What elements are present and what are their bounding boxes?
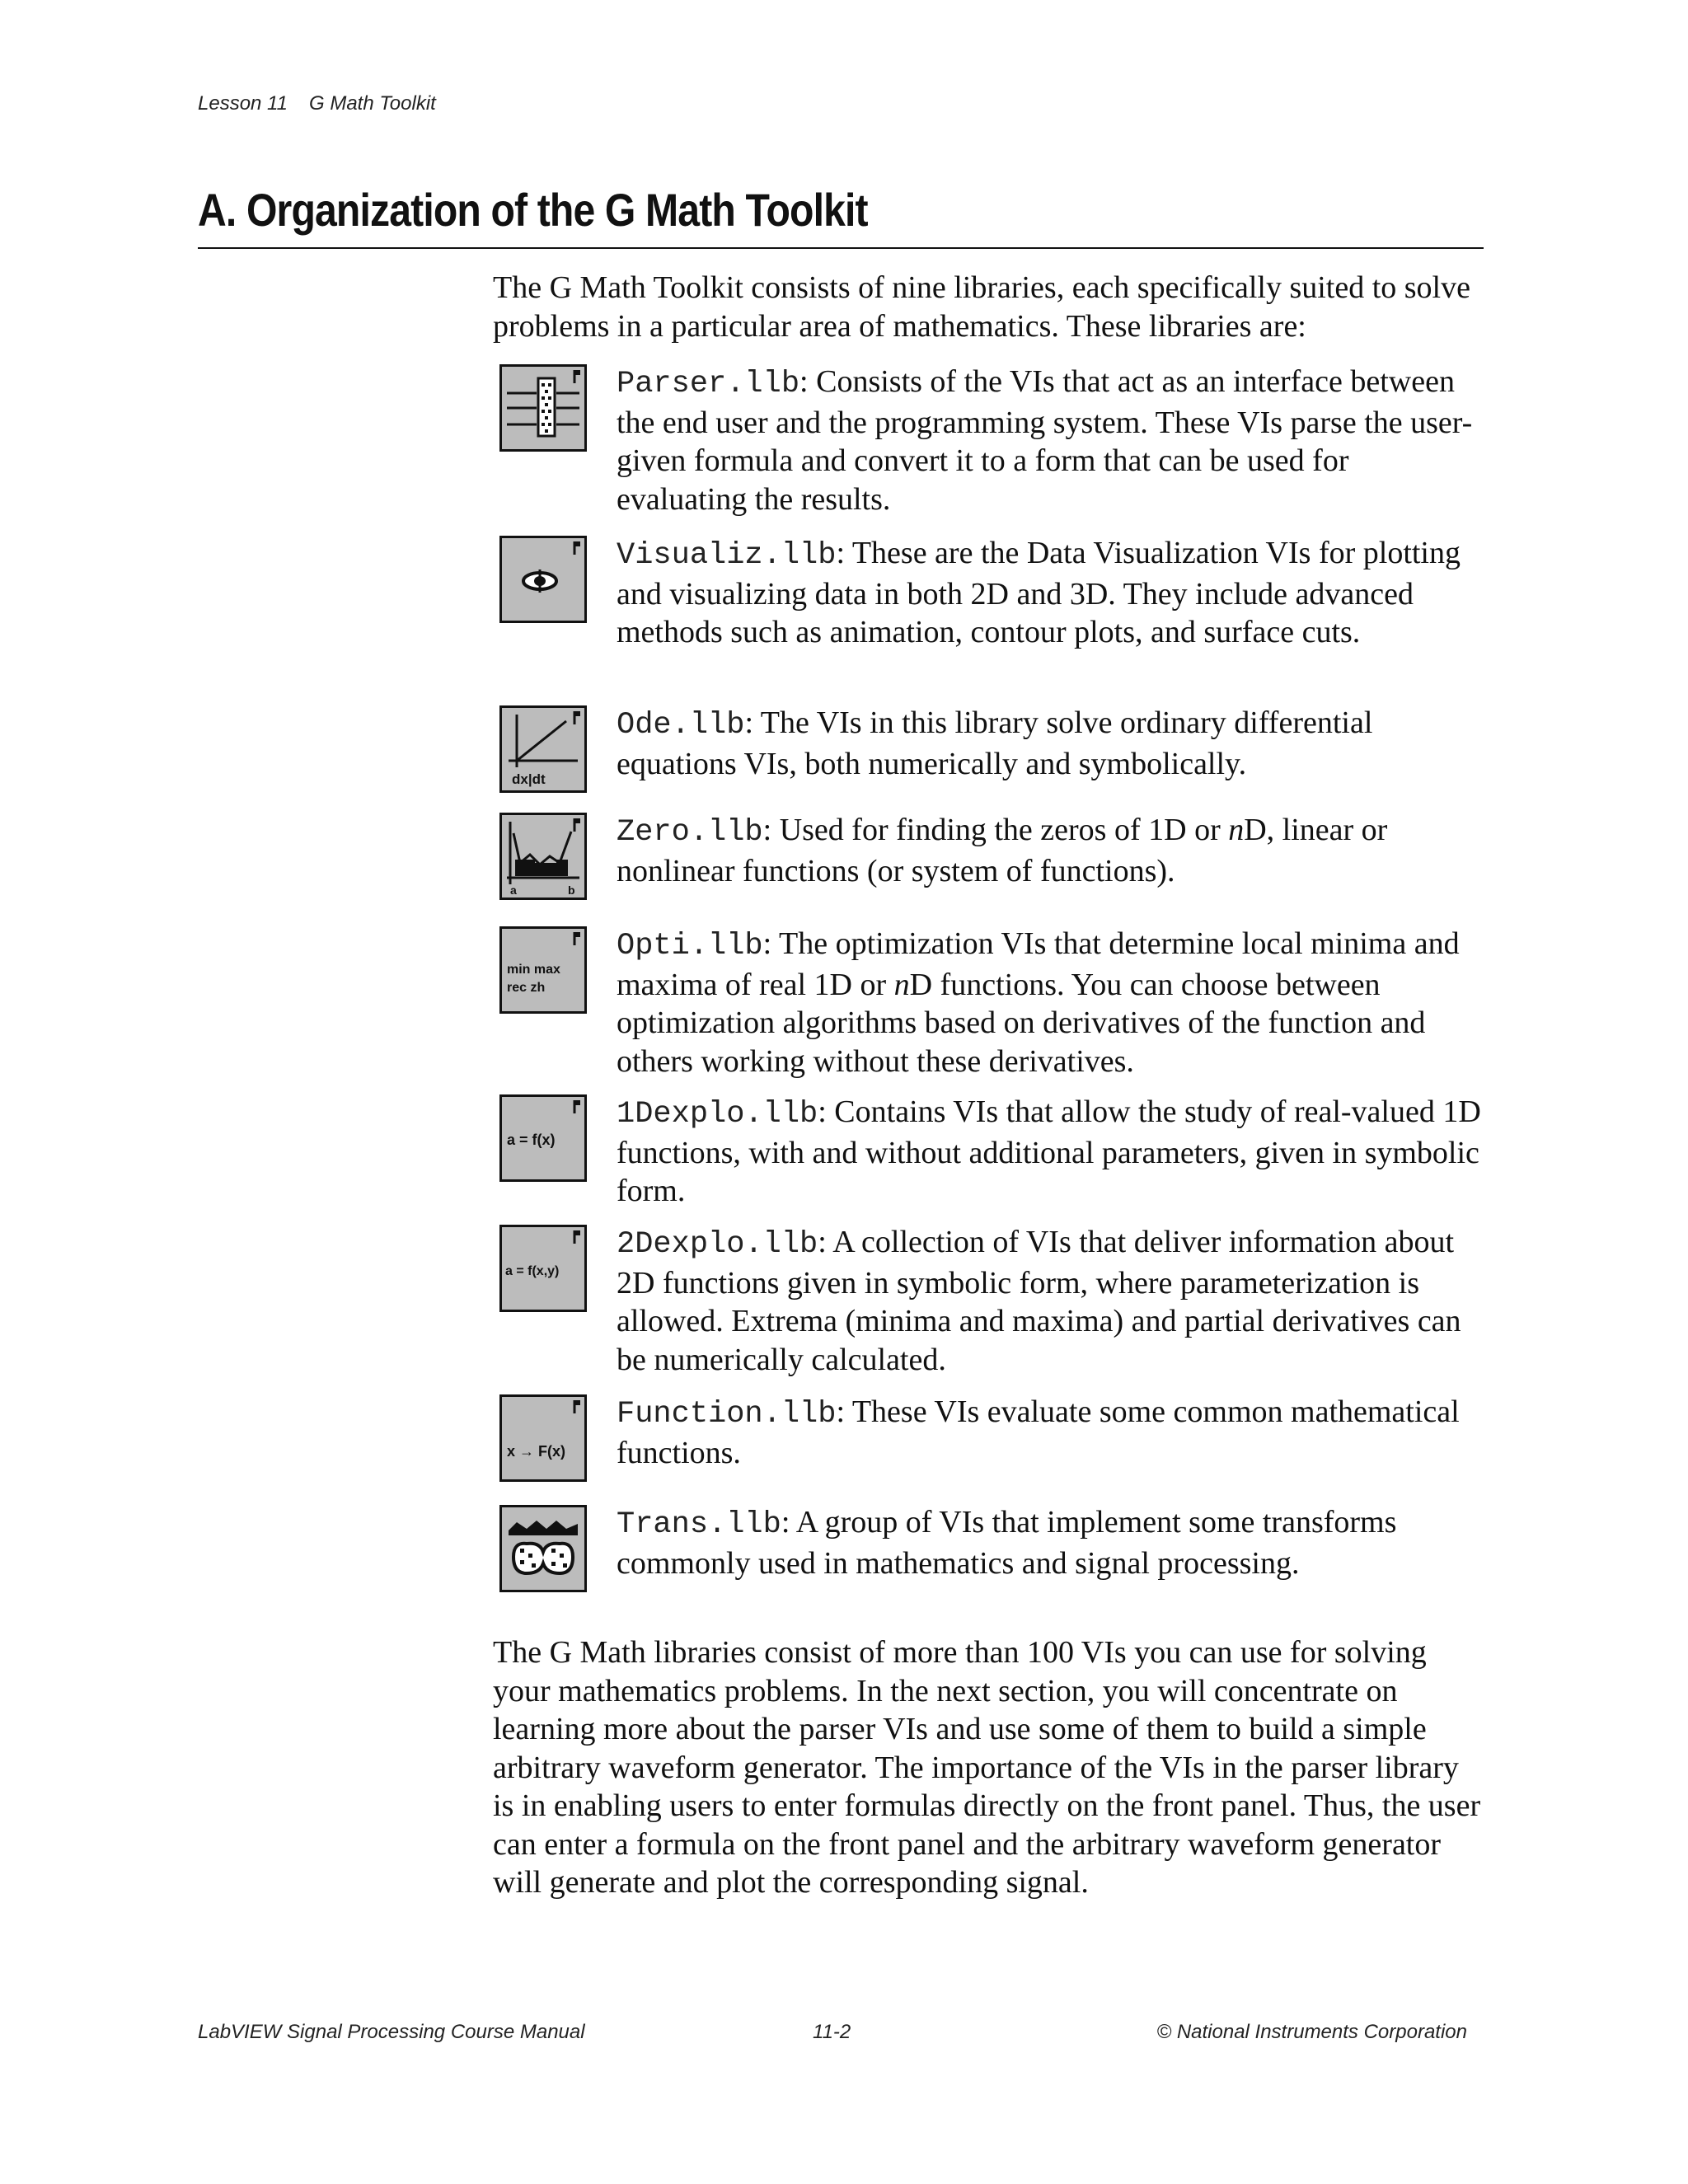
library-name: Trans.llb (617, 1507, 781, 1542)
footer-page-number: 11-2 (813, 2021, 851, 2043)
running-header (198, 92, 436, 115)
library-description: 1Dexplo.llb: Contains VIs that allow the study of real-valued 1D functions, with and without additional parameters, given in symbolic form. (617, 1094, 1481, 1208)
2d-explorer-icon (499, 1225, 587, 1312)
1d-explorer-icon (499, 1094, 587, 1182)
svg-text:b: b (568, 883, 575, 897)
parser-icon (499, 364, 587, 452)
library-description: Parser.llb: Consists of the VIs that act as an interface between the end user and the programming system. These VIs parse the user-given formula and convert it to a form that can be used for evaluating the results. (617, 364, 1473, 517)
library-description: Ode.llb: The VIs in this library solve ordinary differential equations VIs, both numerically and symbolically. (617, 705, 1373, 781)
svg-text:x → F(x): x → F(x) (507, 1443, 566, 1460)
library-name: Zero.llb (617, 815, 763, 850)
closing-paragraph: The G Math libraries consist of more than 100 VIs you can use for solving your mathematics problems. In the next section, you will concentrate on learning more about the parser VIs and use some of them to build a simple arbitrary waveform generator. The importance of the VIs in the parser library is in enabling users to enter formulas directly on the front panel. Thus, the user can enter a formula on the front panel and the arbitrary waveform generator will generate and plot the corresponding signal. (493, 1635, 1481, 1900)
library-description: Opti.llb: The optimization VIs that determine local minima and maxima of real 1D or nD functions. You can choose between optimization algorithms based on derivatives of the function and others working without these derivatives. (617, 926, 1460, 1079)
library-name: Visualiz.llb (617, 538, 837, 573)
footer-copyright: © National Instruments Corporation (1156, 2021, 1467, 2043)
svg-text:a: a (510, 883, 517, 897)
intro-paragraph: The G Math Toolkit consists of nine libraries, each specifically suited to solve problems in a particular area of mathematics. These libraries are: (493, 270, 1470, 344)
zero-icon (499, 813, 587, 900)
footer-manual-title: LabVIEW Signal Processing Course Manual (198, 2021, 585, 2043)
library-name: Ode.llb (617, 708, 745, 743)
library-name: Parser.llb (617, 367, 800, 401)
library-description: Function.llb: These VIs evaluate some common mathematical functions. (617, 1394, 1460, 1470)
svg-text:min max: min max (507, 963, 560, 977)
svg-text:dx|dt: dx|dt (512, 771, 546, 787)
lesson-number: Lesson 11 (198, 92, 288, 115)
svg-text:a = f(x,y): a = f(x,y) (505, 1264, 560, 1278)
svg-text:rec zh: rec zh (507, 981, 546, 995)
function-icon (499, 1394, 587, 1482)
optimization-icon (499, 926, 587, 1014)
library-name: Function.llb (617, 1397, 837, 1432)
title-rule (198, 247, 1484, 249)
library-name: 2Dexplo.llb (617, 1227, 818, 1262)
svg-text:a = f(x): a = f(x) (507, 1132, 556, 1148)
library-name: 1Dexplo.llb (617, 1097, 818, 1132)
library-description: 2Dexplo.llb: A collection of VIs that deliver information about 2D functions given in symbolic form, where parameterization is allowed. Extrema (minima and maxima) and partial derivatives can be numerically calculated. (617, 1225, 1461, 1377)
lesson-topic: G Math Toolkit (308, 92, 436, 115)
ode-icon (499, 705, 587, 793)
library-description: Visualiz.llb: These are the Data Visualization VIs for plotting and visualizing data in both 2D and 3D. They include advanced methods such as animation, contour plots, and surface cuts. (617, 536, 1461, 649)
section-title: A. Organization of the G Math Toolkit (198, 184, 868, 236)
library-name: Opti.llb (617, 929, 763, 963)
library-description: Trans.llb: A group of VIs that implement some transforms commonly used in mathematics and signal processing. (617, 1505, 1397, 1581)
transforms-icon (499, 1505, 587, 1592)
library-description: Zero.llb: Used for finding the zeros of 1D or nD, linear or nonlinear functions (or system of functions). (617, 813, 1388, 888)
visualization-icon (499, 536, 587, 623)
